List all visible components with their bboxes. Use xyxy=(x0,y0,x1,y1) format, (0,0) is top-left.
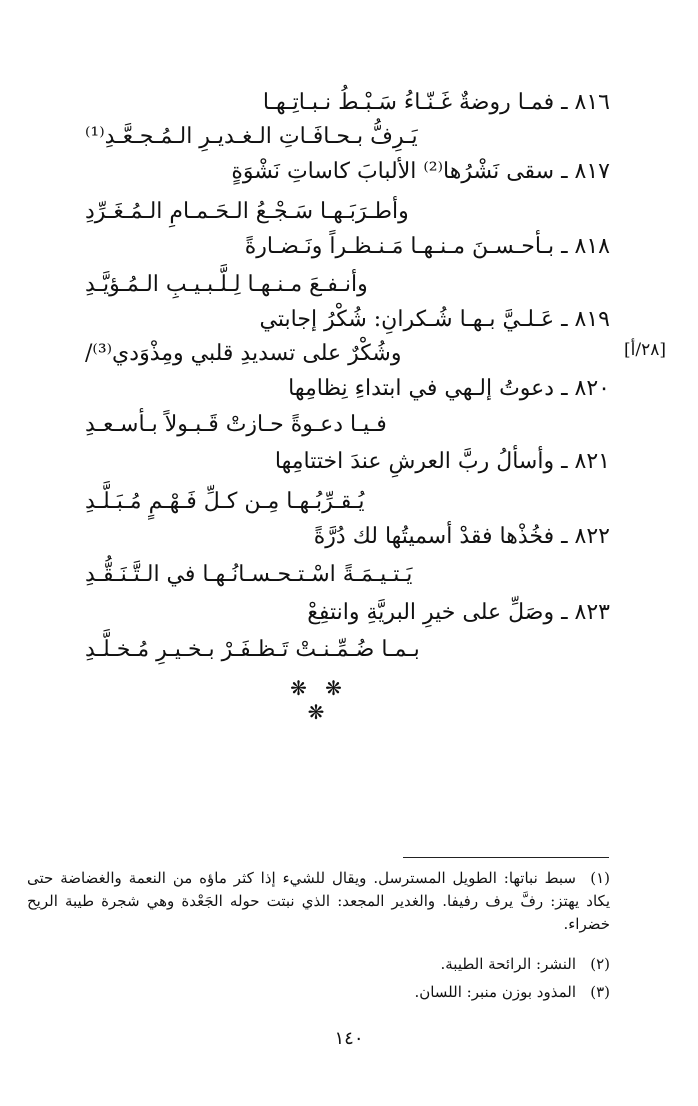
verse-text: وأسألُ ربَّ العرشِ عندَ اختتامِها xyxy=(274,449,555,474)
verse-817-second-hemistich: وأطـرَبَـهـا سَـجْـعُ الـحَـمـامِ الـمُـغَـرِّدِ xyxy=(85,199,409,224)
page-number: ١٤٠ xyxy=(334,1028,364,1049)
verse-number: ٨١٦ xyxy=(574,90,610,115)
verse-text: عَـلـيَّ بـهـا شُـكرانِ: شُكْرُ إجابتي xyxy=(259,307,555,332)
verse-816-first-hemistich: ٨١٦ ـ فمـا روضةٌ غَـنّـاءُ سَـبْـطُ نـبـاتِـهـا xyxy=(262,90,610,115)
footnote-text: النشر: الرائحة الطيبة. xyxy=(440,955,576,973)
verse-821-second-hemistich: يُـقـرِّبُـهـا مِـن كـلِّ فَـهْـمٍ مُـبَـلَّـدِ xyxy=(85,489,365,514)
verse-number: ٨٢٠ xyxy=(574,376,610,401)
verse-820-second-hemistich: فـيـا دعـوةً حـازتْ قَـبـولاً بـأسـعـدِ xyxy=(85,412,387,437)
section-separator: ❋ ❋ ❋ xyxy=(290,676,348,724)
footnote-1 xyxy=(27,867,610,936)
verse-number: ٨١٨ xyxy=(574,234,610,259)
footnote-2 xyxy=(27,953,610,976)
footnote-number: (٢) xyxy=(590,955,610,973)
footnote-text: سبط نباتها: الطويل المسترسل. ويقال للشيء إذا كثر ماؤه من النعمة والغضاضة حتى يكاد يهتز: رفَّ يرف رفيفا. والغدير المجعد: الذي نبتت حوله الجَعْدة وهي شجرة طيبة الريح خضراء. xyxy=(27,869,610,933)
verse-818-first-hemistich: ٨١٨ ـ بـأحـسـنَ مـنـهـا مَـنـظـراً ونَـضـارةً xyxy=(244,234,610,259)
verse-text: بـأحـسـنَ مـنـهـا مَـنـظـراً ونَـضـارةً xyxy=(244,234,555,259)
verse-number: ٨٢٢ xyxy=(574,524,610,549)
verse-823-first-hemistich: ٨٢٣ ـ وصَلِّ على خيرِ البريَّةِ وانتفِعْ xyxy=(307,600,610,625)
verse-817-first-hemistich: ٨١٧ ـ سقى نَشْرُها⁽²⁾ الألبابَ كاساتِ نَشْوَةٍ xyxy=(231,159,610,184)
verse-text: وصَلِّ على خيرِ البريَّةِ وانتفِعْ xyxy=(307,600,555,625)
verse-822-first-hemistich: ٨٢٢ ـ فخُذْها فقدْ أسميتُها لك دُرَّةً xyxy=(313,524,610,549)
manuscript-folio-marker: [٢٨/أ] xyxy=(624,340,666,360)
verse-text: فمـا روضةٌ غَـنّـاءُ سَـبْـطُ نـبـاتِـهـا xyxy=(262,90,555,115)
verse-821-first-hemistich: ٨٢١ ـ وأسألُ ربَّ العرشِ عندَ اختتامِها xyxy=(274,449,610,474)
footnote-text: المذود بوزن منبر: اللسان. xyxy=(414,983,576,1001)
footnote-number: (١) xyxy=(590,869,610,887)
verse-820-first-hemistich: ٨٢٠ ـ دعوتُ إلـهي في ابتداءِ نِظامِها xyxy=(288,376,610,401)
verse-818-second-hemistich: وأنـفـعَ مـنـهـا لِـلَّـبـيـبِ الـمُـؤيَّـدِ xyxy=(85,272,368,297)
verse-822-second-hemistich: يَـتـيـمَـةً اسْـتـحـسـانُـهـا في الـتَّـنَـقُّـدِ xyxy=(85,562,413,587)
verse-823-second-hemistich: بـمـا ضُـمِّـنـتْ تَـظـفَـرْ بـخـيـرِ مُـخـلَّـدِ xyxy=(85,637,420,662)
verse-816-second-hemistich: يَـرِفُّ بـحـافَـاتِ الـغـديـرِ الـمُـجـعَّـدِ⁽¹⁾ xyxy=(85,124,418,149)
verse-number: ٨٢١ xyxy=(574,449,610,474)
verse-text: دعوتُ إلـهي في ابتداءِ نِظامِها xyxy=(288,376,555,401)
verse-819-second-hemistich: وشُكْرٌ على تسديدِ قلبي ومِذْوَدي⁽³⁾/ xyxy=(85,341,402,366)
verse-number: ٨١٩ xyxy=(574,307,610,332)
verse-number: ٨١٧ xyxy=(574,159,610,184)
verse-text: فخُذْها فقدْ أسميتُها لك دُرَّةً xyxy=(313,524,555,549)
verse-text: سقى نَشْرُها⁽²⁾ الألبابَ كاساتِ نَشْوَةٍ xyxy=(231,159,555,184)
footnote-divider xyxy=(403,857,609,858)
footnote-3 xyxy=(27,981,610,1004)
footnote-number: (٣) xyxy=(590,983,610,1001)
verse-number: ٨٢٣ xyxy=(574,600,610,625)
verse-819-first-hemistich: ٨١٩ ـ عَـلـيَّ بـهـا شُـكرانِ: شُكْرُ إجابتي xyxy=(259,307,610,332)
